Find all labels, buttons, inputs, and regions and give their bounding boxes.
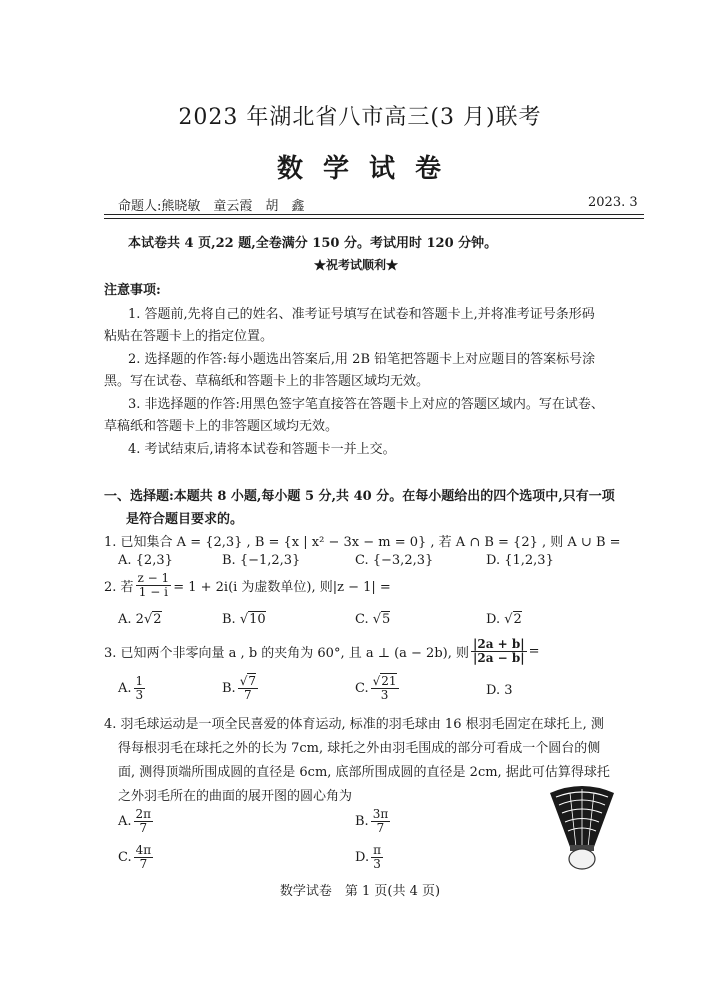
q1-option-b: B. {−1,2,3}	[222, 553, 301, 568]
q4-option-c: C. $\frac{4\pi}{7}$	[118, 843, 152, 871]
header-rule-thin	[104, 218, 644, 219]
q3-frac-numerator: |2a + b|	[473, 637, 525, 651]
section-heading-line-2: 是符合题目要求的。	[126, 512, 244, 527]
note-4: 4. 考试结束后,请将本试卷和答题卡一并上交。	[128, 442, 396, 457]
q2-prefix: 2. 若	[104, 580, 134, 595]
question-3-stem	[104, 638, 540, 665]
note-2-line-2: 黑。写在试卷、草稿纸和答题卡上的非答题区域均无效。	[104, 374, 430, 389]
q3-fraction	[471, 638, 527, 665]
exam-summary: 本试卷共 4 页,22 题,全卷满分 150 分。考试用时 120 分钟。	[128, 236, 498, 251]
q3-option-a: A. $\frac{1}{3}$	[118, 674, 144, 702]
q2-frac-numerator: z − 1	[137, 571, 170, 585]
q1-option-a: A. {2,3}	[118, 553, 173, 568]
q4-option-b: B. $\frac{3\pi}{7}$	[355, 807, 389, 835]
header-rule	[104, 214, 644, 215]
q2-fraction	[136, 572, 172, 599]
q2-option-d: D. √2	[486, 612, 522, 627]
q2-option-c: C. √5	[355, 612, 391, 627]
note-3-line-1: 3. 非选择题的作答:用黑色签字笔直接答在答题卡上对应的答题区域内。写在试卷、	[128, 397, 604, 412]
note-1-line-2: 粘贴在答题卡上的指定位置。	[104, 329, 274, 344]
section-heading-line-1: 一、选择题:本题共 8 小题,每小题 5 分,共 40 分。在每小题给出的四个选项中,只有一项	[104, 489, 615, 504]
exam-title: 2023 年湖北省八市高三(3 月)联考	[178, 105, 542, 130]
q3-option-c: C. $\frac{√21}{3}$	[355, 674, 397, 702]
note-1-line-1: 1. 答题前,先将自己的姓名、准考证号填写在试卷和答题卡上,并将准考证号条形码	[128, 307, 595, 322]
question-2-stem	[104, 572, 391, 599]
question-1-stem: 1. 已知集合 A = {2,3} , B = {x | x² − 3x − m = 0} , 若 A ∩ B = {2} , 则 A ∪ B =	[104, 535, 621, 550]
question-4-line-2: 得每根羽毛在球托之外的长为 7cm, 球托之外由羽毛围成的部分可看成一个圆台的侧	[118, 741, 601, 756]
q2-frac-denominator: 1 − i	[138, 585, 168, 599]
q3-option-b: B. $\frac{√7}{7}$	[222, 674, 256, 702]
good-luck: ★祝考试顺利★	[314, 258, 399, 272]
q2-option-b: B. √10	[222, 612, 266, 627]
note-2-line-1: 2. 选择题的作答:每小题选出答案后,用 2B 铅笔把答题卡上对应题目的答案标号涂	[128, 352, 596, 367]
q1-option-c: C. {−3,2,3}	[355, 553, 434, 568]
question-4-line-3: 面, 测得顶端所围成圆的直径是 6cm, 底部所围成圆的直径是 2cm, 据此可估算得球托	[118, 765, 610, 780]
q3-option-d: D. 3	[486, 683, 513, 698]
exam-subtitle: 数学试卷	[276, 154, 461, 184]
q3-suffix: =	[528, 644, 540, 659]
note-3-line-2: 草稿纸和答题卡上的非答题区域均无效。	[104, 419, 339, 434]
notes-title: 注意事项:	[104, 283, 161, 298]
q3-stem-text: 3. 已知两个非零向量 a , b 的夹角为 60°, 且 a ⊥ (a − 2b), 则	[104, 646, 469, 661]
shuttlecock-icon	[548, 775, 616, 871]
q2-option-a: A. 2√2	[118, 612, 162, 627]
question-4-line-1: 4. 羽毛球运动是一项全民喜爱的体育运动, 标准的羽毛球由 16 根羽毛固定在球托上, 测	[104, 717, 604, 732]
q3-frac-denominator: |2a − b|	[473, 651, 525, 665]
q1-option-d: D. {1,2,3}	[486, 553, 554, 568]
exam-date: 2023. 3	[588, 195, 638, 210]
authors: 命题人:熊晓敏 童云霞 胡 鑫	[118, 199, 305, 214]
page-footer: 数学试卷 第 1 页(共 4 页)	[279, 884, 441, 899]
q2-suffix: = 1 + 2i(i 为虚数单位), 则|z − 1| =	[173, 580, 391, 595]
q4-option-a: A. $\frac{2\pi}{7}$	[118, 807, 152, 835]
question-4-line-4: 之外羽毛所在的曲面的展开图的圆心角为	[118, 789, 353, 804]
q4-option-d: D. $\frac{\pi}{3}$	[355, 843, 381, 871]
